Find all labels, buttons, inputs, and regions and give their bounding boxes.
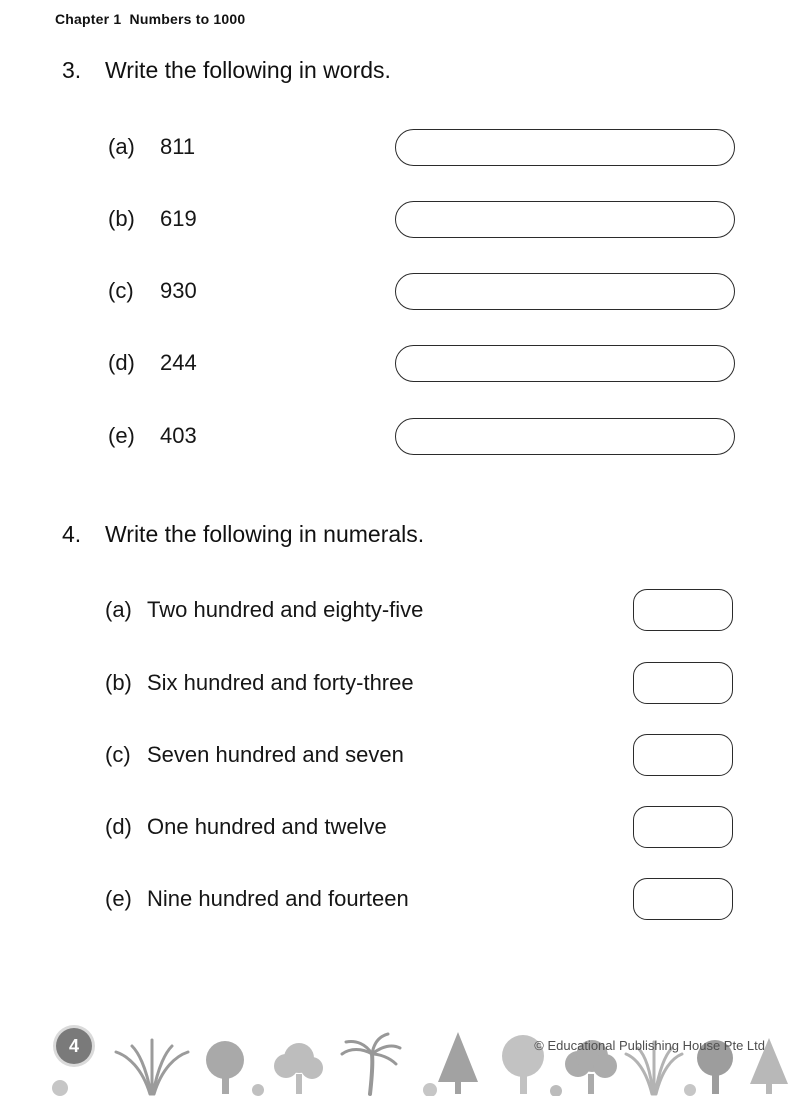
q4-item-d-text: One hundred and twelve — [147, 814, 387, 839]
q4-item-a-text: Two hundred and eighty-five — [147, 597, 424, 622]
q4-row-e — [105, 875, 733, 923]
chapter-header: Chapter 1 Numbers to 1000 — [55, 11, 246, 27]
q3-item-d-label: (d) — [108, 350, 135, 375]
question-3-number: 3. — [62, 57, 82, 83]
answer-box-words-d[interactable] — [395, 345, 735, 382]
q3-item-d-value: 244 — [160, 350, 197, 375]
q3-row-e — [108, 412, 735, 460]
q3-row-b — [108, 195, 735, 243]
q4-item-a-label: (a) — [105, 597, 132, 622]
question-4-prompt: Write the following in numerals. — [105, 521, 425, 547]
q4-item-b-label: (b) — [105, 670, 132, 695]
answer-box-words-c[interactable] — [395, 273, 735, 310]
q3-row-d — [108, 339, 735, 387]
q3-item-c-label: (c) — [108, 278, 134, 303]
q3-item-b-label: (b) — [108, 206, 135, 231]
q4-item-e-label: (e) — [105, 886, 132, 911]
question-3-heading — [62, 55, 391, 85]
q4-item-c-text: Seven hundred and seven — [147, 742, 404, 767]
answer-box-numerals-a[interactable] — [633, 589, 733, 631]
answer-box-numerals-b[interactable] — [633, 662, 733, 704]
answer-box-numerals-d[interactable] — [633, 806, 733, 848]
answer-box-numerals-e[interactable] — [633, 878, 733, 920]
answer-box-words-e[interactable] — [395, 418, 735, 455]
copyright-text: © Educational Publishing House Pte Ltd — [534, 1038, 765, 1053]
question-4-heading — [62, 519, 424, 549]
question-4-number: 4. — [62, 521, 82, 547]
q3-row-c — [108, 267, 735, 315]
q4-item-c-label: (c) — [105, 742, 131, 767]
q4-row-a — [105, 586, 733, 634]
q4-row-b — [105, 659, 733, 707]
q4-row-d — [105, 803, 733, 851]
q3-item-a-value: 811 — [160, 134, 196, 159]
q4-item-b-text: Six hundred and forty-three — [147, 670, 414, 695]
q4-item-d-label: (d) — [105, 814, 132, 839]
answer-box-numerals-c[interactable] — [633, 734, 733, 776]
page-number: 4 — [68, 1035, 79, 1056]
question-3-prompt: Write the following in words. — [105, 57, 391, 83]
page-number-badge — [56, 1028, 92, 1064]
q3-row-a — [108, 123, 735, 171]
trees-decoration — [0, 1016, 800, 1096]
answer-box-words-b[interactable] — [395, 201, 735, 238]
q3-item-a-label: (a) — [108, 134, 135, 159]
q3-item-e-label: (e) — [108, 423, 135, 448]
q4-item-e-text: Nine hundred and fourteen — [147, 886, 409, 911]
q3-item-b-value: 619 — [160, 206, 197, 231]
q3-item-c-value: 930 — [160, 278, 197, 303]
answer-box-words-a[interactable] — [395, 129, 735, 166]
q3-item-e-value: 403 — [160, 423, 197, 448]
q4-row-c — [105, 731, 733, 779]
